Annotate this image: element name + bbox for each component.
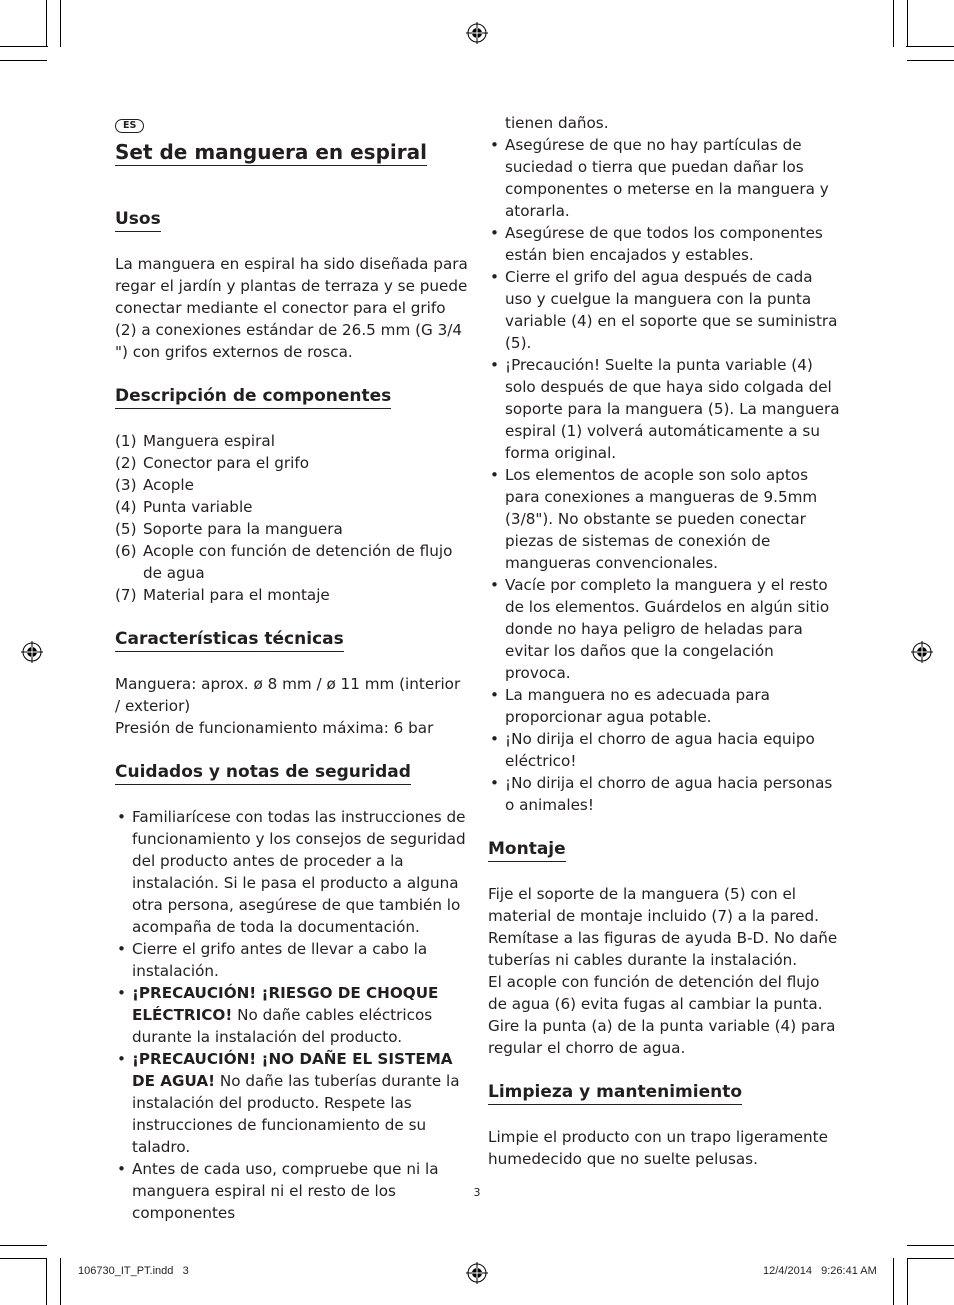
list-item: • ¡PRECAUCIÓN! ¡NO DAÑE EL SISTEMA DE AGUA! No dañe las tuberías durante la instalación del producto. Respete las instrucciones de funcionamiento de su taladro.: [115, 1048, 470, 1158]
list-item: • Antes de cada uso, compruebe que ni la manguera espiral ni el resto de los componentes: [115, 1158, 470, 1224]
crop-mark: [907, 1258, 954, 1259]
warning-text: ¡PRECAUCIÓN! ¡RIESGO DE CHOQUE ELÉCTRICO!: [132, 984, 439, 1024]
list-item: • ¡Precaución! Suelte la punta variable (4) solo después de que haya sido colgada del soporte para la manguera (5). La manguera espiral (1) volverá automáticamente a su forma original.: [488, 354, 843, 464]
crop-mark: [46, 1258, 47, 1305]
section-heading-montaje: Montaje: [488, 838, 566, 862]
list-item: • ¡No dirija el chorro de agua hacia personas o animales!: [488, 772, 843, 816]
list-item: • ¡PRECAUCIÓN! ¡RIESGO DE CHOQUE ELÉCTRICO! No dañe cables eléctricos durante la instalación del producto.: [115, 982, 470, 1048]
list-item: (6) Acople con función de detención de flujo de agua: [115, 542, 453, 582]
list-item: (2) Conector para el grifo: [115, 454, 309, 472]
registration-mark-icon: [466, 22, 488, 44]
list-item: (1) Manguera espiral: [115, 432, 275, 450]
list-item: • Cierre el grifo antes de llevar a cabo la instalación.: [115, 938, 470, 982]
usos-text: La manguera en espiral ha sido diseñada para regar el jardín y plantas de terraza y se puede conectar mediante el conector para el grifo (2) a conexiones estándar de 26.5 mm (G 3/4 ") con grifos externos de rosca.: [115, 255, 468, 361]
section-heading-seguridad: Cuidados y notas de seguridad: [115, 761, 411, 785]
montaje-text-2: El acople con función de detención del flujo de agua (6) evita fugas al cambiar la punta. Gire la punta (a) de la punta variable (4) para regular el chorro de agua.: [488, 973, 836, 1057]
section-heading-usos: Usos: [115, 208, 161, 232]
montaje-text-1: Fije el soporte de la manguera (5) con el material de montaje incluido (7) a la pared. Remítase a las figuras de ayuda B-D. No dañe tuberías ni cables durante la instalación.: [488, 885, 838, 969]
components-list: [115, 430, 470, 606]
crop-mark: [60, 0, 61, 47]
registration-mark-icon: [466, 1262, 488, 1284]
crop-mark: [46, 0, 47, 47]
crop-mark: [0, 60, 47, 61]
list-item: • Asegúrese de que todos los componentes están bien encajados y estables.: [488, 222, 843, 266]
warning-text: ¡PRECAUCIÓN! ¡NO DAÑE EL SISTEMA DE AGUA!: [132, 1050, 453, 1090]
list-item: • ¡No dirija el chorro de agua hacia equipo eléctrico!: [488, 728, 843, 772]
list-item: • La manguera no es adecuada para proporcionar agua potable.: [488, 684, 843, 728]
list-item: (4) Punta variable: [115, 498, 253, 516]
list-item: • Vacíe por completo la manguera y el resto de los elementos. Guárdelos en algún sitio donde no haya peligro de heladas para evitar los daños que la congelación provoca.: [488, 574, 843, 684]
right-column: [488, 112, 843, 1170]
safety-list: [115, 806, 470, 1224]
crop-mark: [60, 1258, 61, 1305]
registration-mark-icon: [21, 641, 43, 663]
section-heading-componentes: Descripción de componentes: [115, 385, 391, 409]
section-heading-tecnicas: Características técnicas: [115, 628, 344, 652]
limpieza-text: Limpie el producto con un trapo ligeramente humedecido que no suelte pelusas.: [488, 1128, 828, 1168]
list-item: • Asegúrese de que no hay partículas de suciedad o tierra que puedan dañar los componentes o meterse en la manguera y atorarla.: [488, 134, 843, 222]
crop-mark: [893, 1258, 894, 1305]
list-item: • Los elementos de acople son solo aptos para conexiones a mangueras de 9.5mm (3/8"). No obstante se pueden conectar piezas de sistemas de conexión de mangueras convencionales.: [488, 464, 843, 574]
crop-mark: [0, 1258, 47, 1259]
crop-mark: [907, 60, 954, 61]
list-item: • Cierre el grifo del agua después de cada uso y cuelgue la manguera con la punta variable (4) en el soporte que se suministra (5).: [488, 266, 843, 354]
page-title: Set de manguera en espiral: [115, 140, 427, 164]
list-item: (3) Acople: [115, 476, 194, 494]
section-heading-limpieza: Limpieza y mantenimiento: [488, 1081, 742, 1105]
list-item: (7) Material para el montaje: [115, 586, 330, 604]
page-number: 3: [473, 1186, 481, 1199]
list-item: • Familiarícese con todas las instrucciones de funcionamiento y los consejos de seguridad del producto antes de proceder a la instalación. Si le pasa el producto a alguna otra persona, asegúrese de que también lo acompaña de toda la documentación.: [115, 806, 470, 938]
tech-spec-pressure: Presión de funcionamiento máxima: 6 bar: [115, 719, 434, 737]
list-item: (5) Soporte para la manguera: [115, 520, 343, 538]
crop-mark: [906, 46, 954, 47]
registration-mark-icon: [911, 641, 933, 663]
crop-mark: [893, 0, 894, 47]
safety-continuation: tienen daños.: [505, 114, 609, 132]
language-badge: ES: [115, 119, 144, 133]
crop-mark: [907, 1245, 954, 1246]
left-column: [115, 112, 470, 1224]
slug-timestamp: 12/4/2014 9:26:41 AM: [763, 1265, 877, 1277]
crop-mark: [0, 46, 48, 47]
tech-spec-hose: Manguera: aprox. ø 8 mm / ø 11 mm (interior / exterior): [115, 675, 461, 715]
slug-filename: 106730_IT_PT.indd 3: [78, 1265, 189, 1277]
safety-list-continued: [488, 134, 843, 816]
crop-mark: [907, 0, 908, 47]
crop-mark: [0, 1245, 47, 1246]
crop-mark: [907, 1258, 908, 1305]
